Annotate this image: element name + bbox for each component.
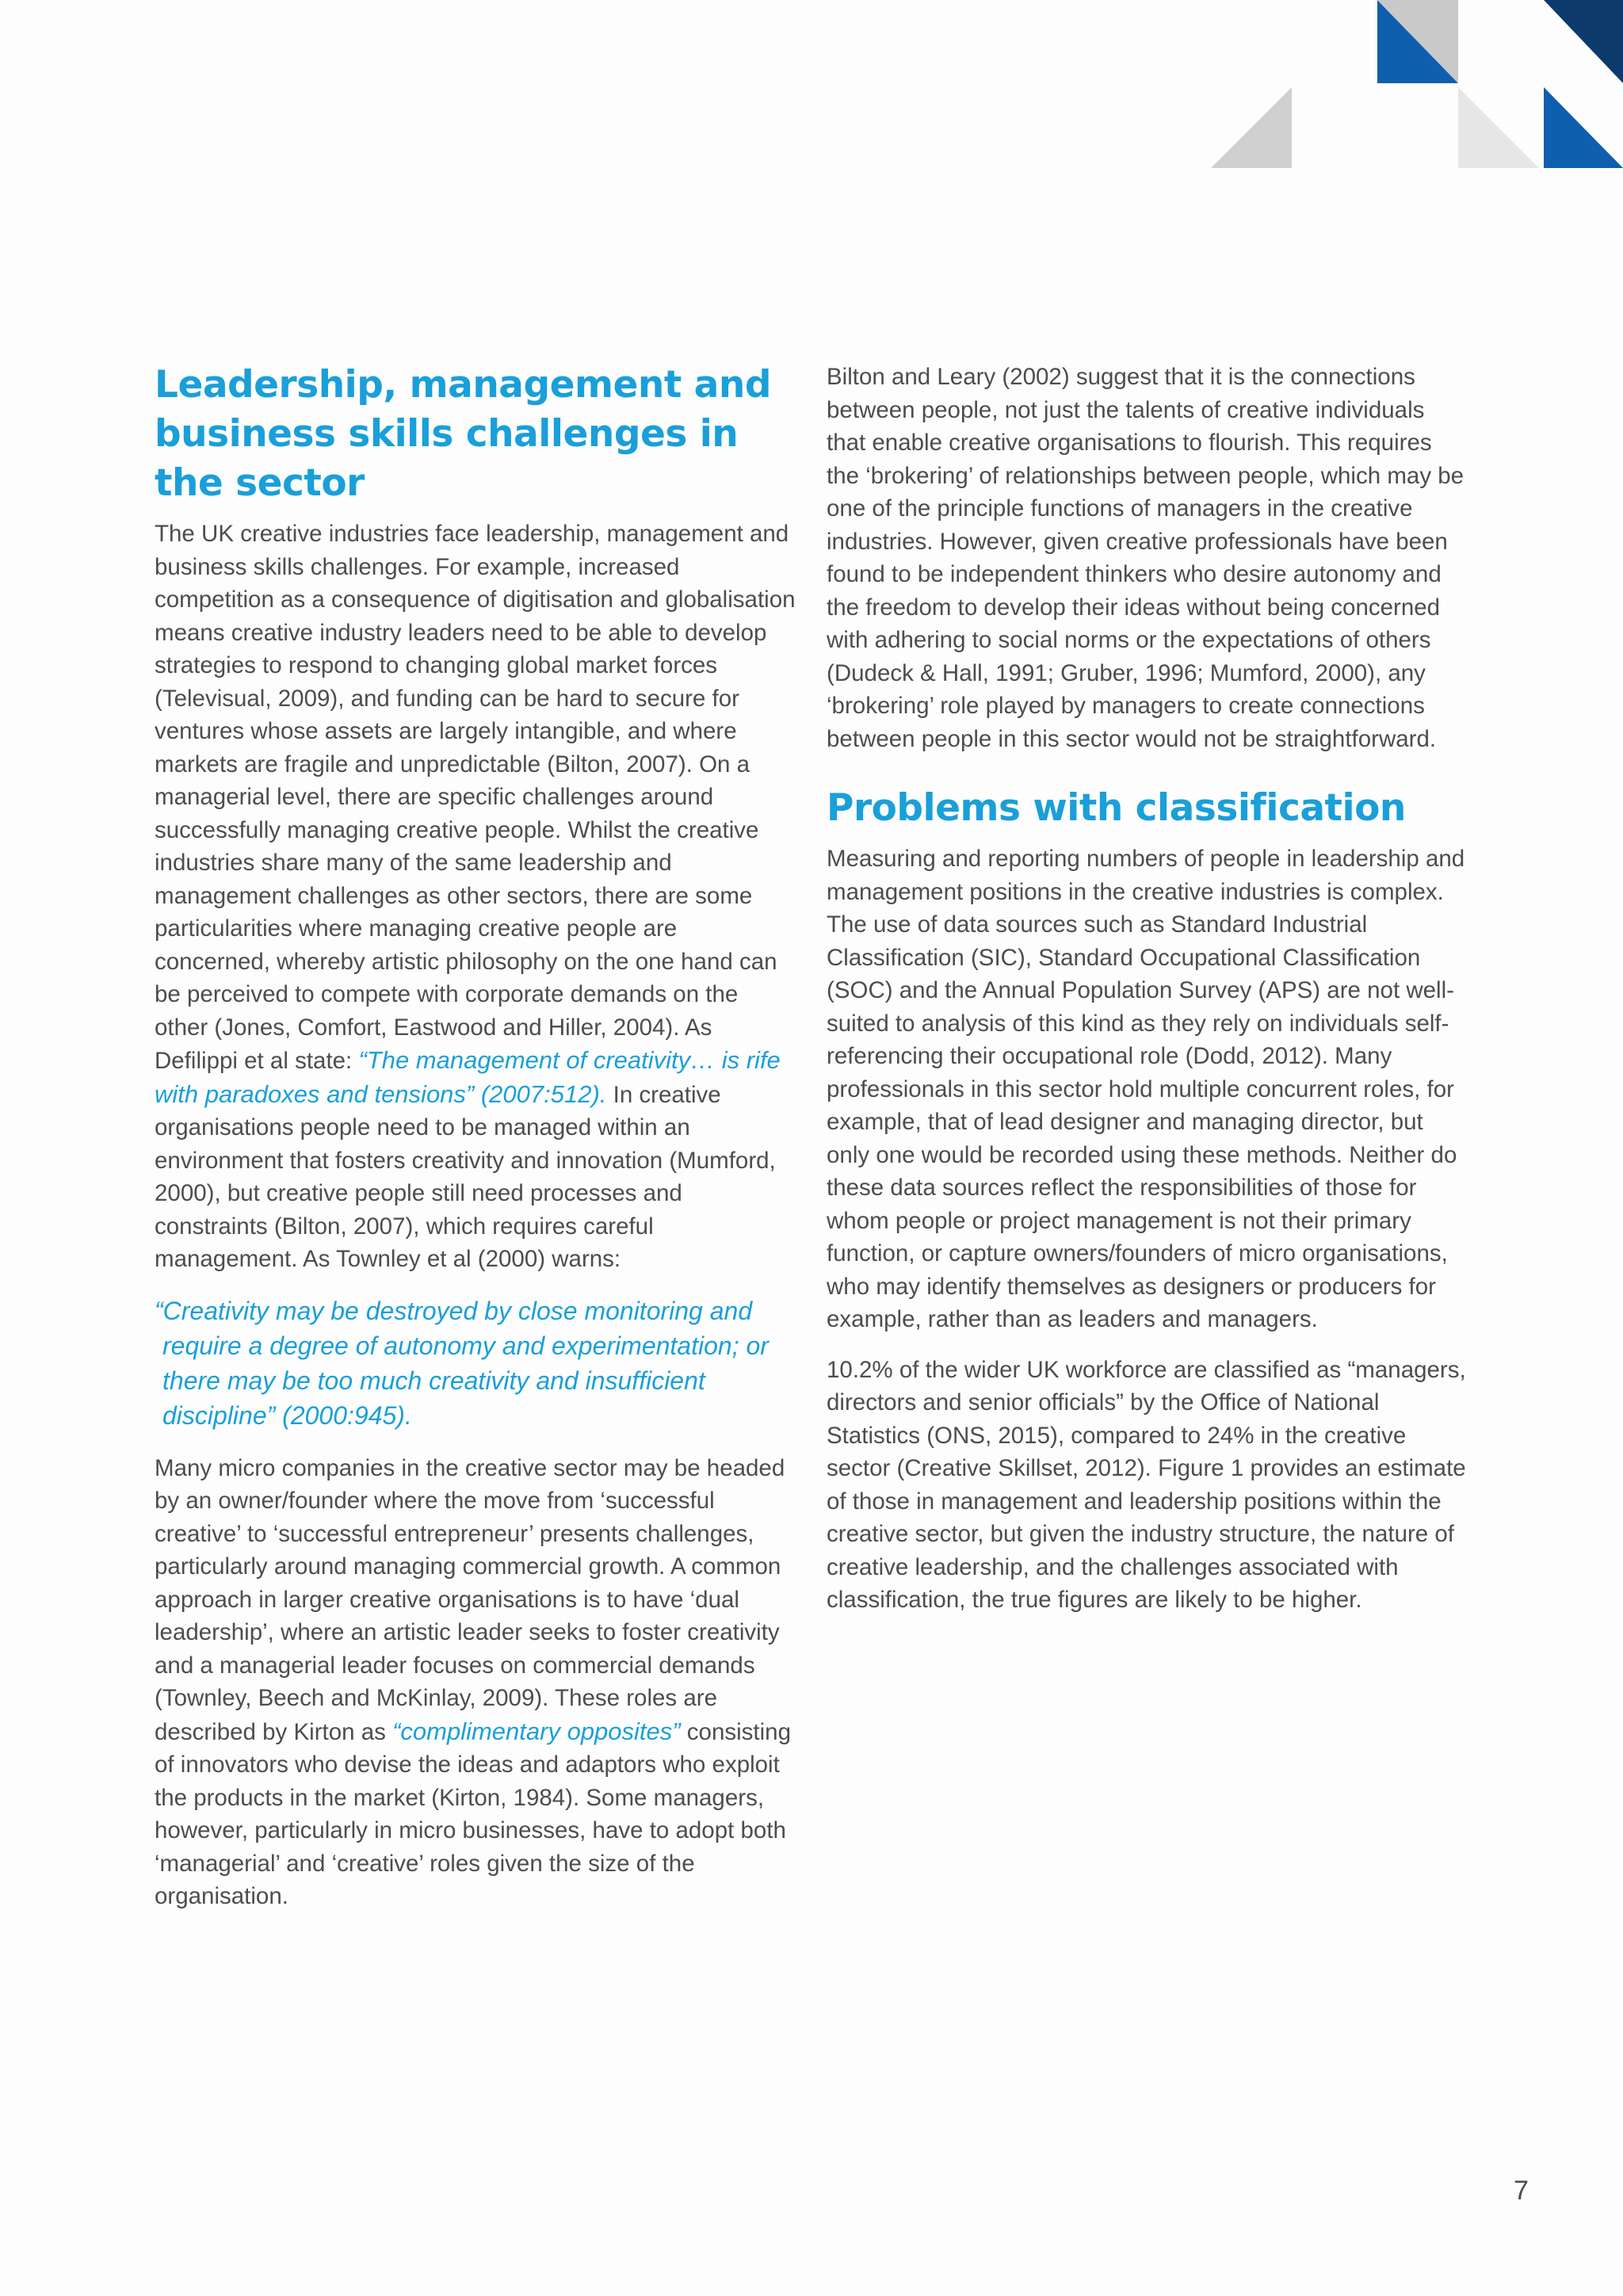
page-number: 7 [1514, 2176, 1529, 2206]
paragraph-text: Many micro companies in the creative sector may be headed by an owner/founder where the move from ‘successful creative’ to ‘successful entrepreneur’ presents challenges, particularly around managing commercial growth. A common approach in larger creative organisations is to have ‘dual leadership’, where an artistic leader seeks to foster creativity and a managerial leader focuses on commercial demands (Townley, Beech and McKinlay, 2009). These roles are described by Kirton as [155, 1454, 785, 1745]
body-paragraph: Measuring and reporting numbers of people in leadership and management positions in the creative industries is complex. The use of data sources such as Standard Industrial Classification (SIC), Standard Occupational Classification (SOC) and the Annual Population Survey (APS) are not well-suited to analysis of this kind as they rely on individuals self-referencing their occupational role (Dodd, 2012). Many professionals in this sector hold multiple concurrent roles, for example, that of lead designer and managing director, but only one would be recorded using these methods. Neither do these data sources reflect the responsibilities of those for whom people or project management is not their primary function, or capture owners/founders of micro organisations, who may identify themselves as designers or producers for example, rather than as leaders and managers. [827, 846, 1465, 1332]
light-grey-triangle [1458, 87, 1539, 168]
body-paragraph: 10.2% of the wider UK workforce are classified as “managers, directors and senior officials” by the Office of National Statistics (ONS, 2015), compared to 24% in the creative sector (Creative Skillset, 2012). Figure 1 provides an estimate of those in management and leadership positions within the creative sector, but given the industry structure, the nature of creative leadership, and the challenges associated with classification, the true figures are likely to be higher. [827, 1356, 1466, 1613]
paragraph-text: In creative organisations people need to be managed within an environment that fosters creativity and innovation (Mumford, 2000), but creative people still need processes and constraints (Bilton, 2007), which requires careful management. As Townley et al (2000) warns: [155, 1081, 776, 1272]
inline-quote: “The management of creativity… is rife with paradoxes and tensions” (2007:512). [155, 1046, 781, 1108]
blue-triangle-bottom-right [1544, 87, 1623, 168]
paragraph-text: The UK creative industries face leadership, management and business skills challenges. For example, increased competition as a consequence of digitisation and globalisation means creative industry leaders need to be able to develop strategies to respond to changing global market forces (Televisual, 2009), and funding can be hard to secure for ventures whose assets are largely intangible, and where markets are fragile and unpredictable (Bilton, 2007). On a managerial level, there are specific challenges around successfully managing creative people. Whilst the creative industries share many of the same leadership and management challenges as other sectors, there are some particularities where managing creative people are concerned, whereby artistic philosophy on the one hand can be perceived to compete with corporate demands on the other (Jones, Comfort, Eastwood and Hiller, 2004). As Defilippi et al state: [155, 521, 796, 1074]
paragraph-text: consisting of innovators who devise the ideas and adaptors who exploit the products in the market (Kirton, 1984). Some managers, however, particularly in micro businesses, have to adopt both ‘managerial’ and ‘creative’ roles given the size of the organisation. [155, 1718, 791, 1909]
section-heading-leadership: Leadership, management and business skills challenges in the sector [155, 363, 771, 505]
pull-quote: “Creativity may be destroyed by close monitoring and require a degree of autonomy and experimentation; or there may be too much creativity and insufficient discipline” (2000:945). [155, 1296, 769, 1430]
right-column [827, 361, 1468, 1634]
left-column [155, 361, 796, 1931]
body-paragraph [155, 1452, 796, 1913]
inline-quote: “complimentary opposites” [392, 1717, 681, 1745]
body-paragraph [155, 518, 796, 1276]
body-paragraph: Bilton and Leary (2002) suggest that it is the connections between people, not just the talents of creative individuals that enable creative organisations to flourish. This requires the ‘brokering’ of relationships between people, which may be one of the principle functions of managers in the creative industries. However, given creative professionals have been found to be independent thinkers who desire autonomy and the freedom to develop their ideas without being concerned with adhering to social norms or the expectations of others (Dudeck & Hall, 1991; Gruber, 1996; Mumford, 2000), any ‘brokering’ role played by managers to create connections between people in this sector would not be straightforward. [827, 364, 1465, 752]
section-heading-classification: Problems with classification [827, 786, 1406, 830]
grey-triangle [1211, 87, 1292, 168]
corner-triangles-decoration [1205, 0, 1623, 174]
